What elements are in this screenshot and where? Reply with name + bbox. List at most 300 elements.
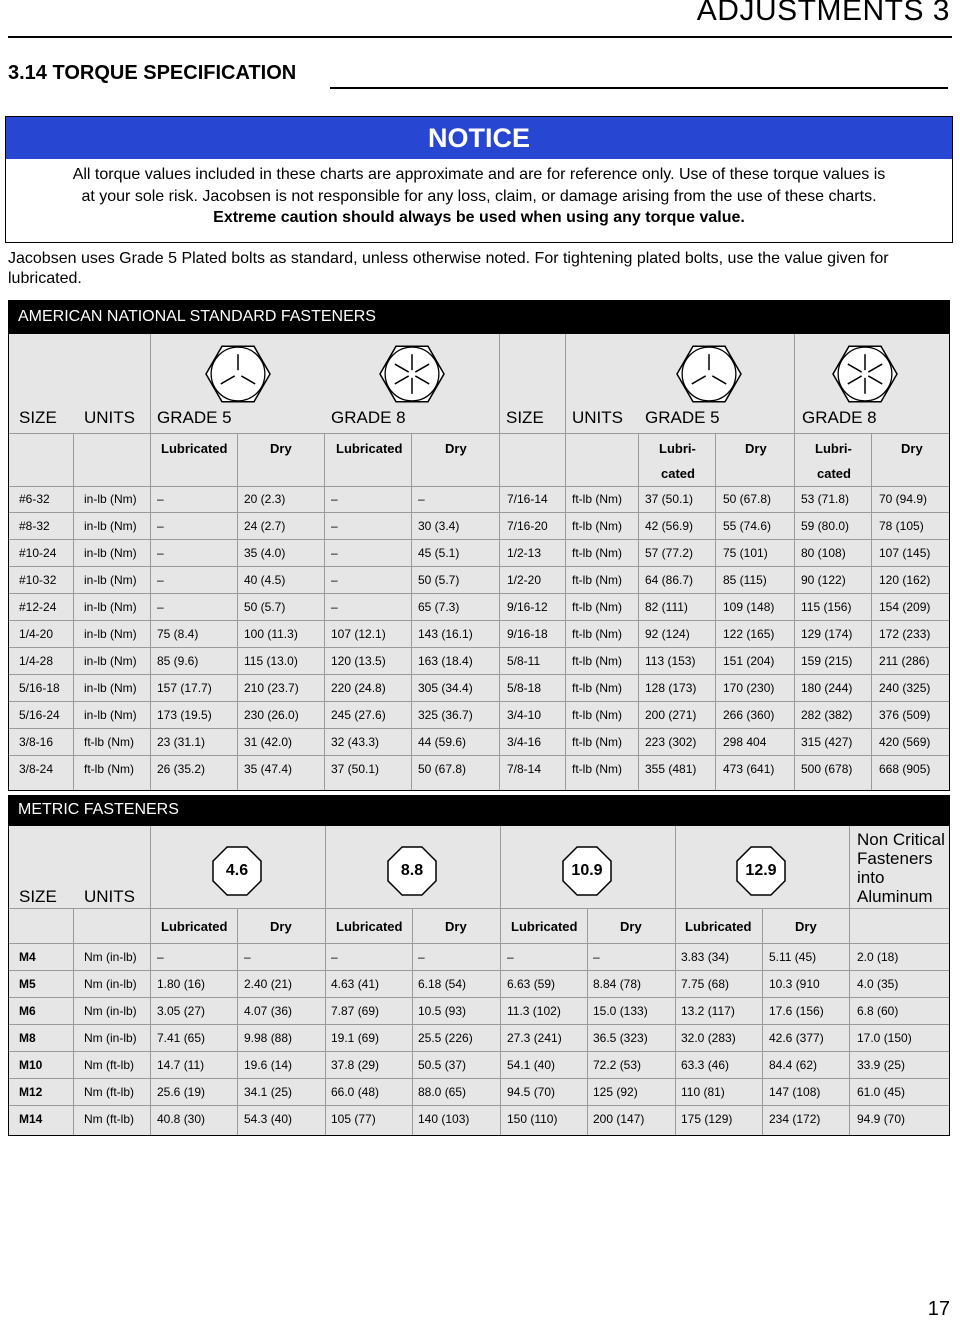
row-divider [9,755,949,756]
table-cell: 42 (56.9) [645,519,694,533]
table-cell: – [157,492,164,506]
row-divider [9,970,949,971]
column-header: SIZE [19,887,57,906]
table-cell: 245 (27.6) [331,708,386,722]
column-header: SIZE [19,408,57,427]
table-cell: 27.3 (241) [507,1031,562,1045]
non-critical-line: into [857,868,885,887]
table-cell: 7/16-20 [507,519,548,533]
column-subheader: Dry [620,919,642,934]
table-row [9,627,949,647]
column-header: GRADE 5 [157,408,232,427]
table-cell: 2.40 (21) [244,977,293,991]
table-cell: 24 (2.7) [244,519,286,533]
table-row [9,950,949,970]
table-cell: 80 (108) [801,546,846,560]
notice-line-3: Extreme caution should always be used when using any torque value. [213,209,745,226]
table-cell: 19.1 (69) [331,1031,380,1045]
table-cell: 1/4-20 [19,627,54,641]
table-row [9,1058,949,1078]
table-cell: 200 (271) [645,708,697,722]
table-cell: #10-32 [19,573,57,587]
table-cell: 105 (77) [331,1112,376,1126]
table-cell: in-lb (Nm) [84,627,137,641]
table-cell: 57 (77.2) [645,546,694,560]
column-subheader: Lubricated [685,919,752,934]
grade-5-bolt-icon [674,339,744,409]
column-subheader: Dry [445,919,467,934]
column-header: SIZE [506,408,544,427]
table-cell: 282 (382) [801,708,853,722]
table-cell: – [331,600,338,614]
table-cell: 4.0 (35) [857,977,899,991]
column-header: GRADE 8 [802,408,877,427]
table-cell: 25.5 (226) [418,1031,473,1045]
table-cell: 172 (233) [879,627,931,641]
table-row [9,735,949,755]
table-cell: 59 (80.0) [801,519,850,533]
column-subheader: Lubricated [511,919,578,934]
table-cell: ft-lb (Nm) [572,600,622,614]
section-rule [330,87,948,89]
table-cell: 3/4-10 [507,708,542,722]
column-subheader: cated [817,466,851,481]
grade-8-bolt-icon [377,339,447,409]
table-cell: 3/8-16 [19,735,54,749]
table-cell: 147 (108) [769,1085,821,1099]
table-cell: ft-lb (Nm) [572,735,622,749]
table-cell: in-lb (Nm) [84,546,137,560]
table-cell: – [331,519,338,533]
table-cell: 54.3 (40) [244,1112,293,1126]
table-cell: Nm (ft-lb) [84,1085,134,1099]
table-cell: Nm (ft-lb) [84,1058,134,1072]
table-cell: 25.6 (19) [157,1085,206,1099]
table-cell: 17.6 (156) [769,1004,824,1018]
table-cell: M6 [19,1004,36,1018]
table-cell: 42.6 (377) [769,1031,824,1045]
table-cell: 35 (4.0) [244,546,286,560]
table-cell: 11.3 (102) [507,1004,561,1018]
table-cell: – [157,546,164,560]
table-cell: Nm (ft-lb) [84,1112,134,1126]
column-subheader: Lubricated [161,441,228,456]
notice-text [6,164,952,229]
table-cell: 37.8 (29) [331,1058,380,1072]
metric-grade-1-badge [384,843,440,899]
table-cell: 266 (360) [723,708,775,722]
table-cell: in-lb (Nm) [84,681,137,695]
table-cell: – [593,950,600,964]
table-cell: 163 (18.4) [418,654,473,668]
table-cell: 1/2-13 [507,546,542,560]
table-cell: 211 (286) [879,654,930,668]
table-cell: 63.3 (46) [681,1058,730,1072]
table-cell: Nm (in-lb) [84,1031,137,1045]
row-divider [9,728,949,729]
row-divider [9,997,949,998]
table-cell: 72.2 (53) [593,1058,642,1072]
grade-8-bolt-icon [830,339,900,409]
table-cell: 128 (173) [645,681,697,695]
table-cell: 6.8 (60) [857,1004,899,1018]
table-cell: 30 (3.4) [418,519,460,533]
table-cell: 115 (156) [801,600,852,614]
table-cell: 50 (5.7) [244,600,286,614]
table-cell: 1/2-20 [507,573,542,587]
intro-paragraph: Jacobsen uses Grade 5 Plated bolts as standard, unless otherwise noted. For tightening plated bolts, use the value given for lubricated. [8,250,889,287]
table-cell: Nm (in-lb) [84,950,137,964]
table-cell: 7.87 (69) [331,1004,380,1018]
table-cell: 32 (43.3) [331,735,380,749]
table-cell: 305 (34.4) [418,681,473,695]
table-cell: – [157,950,164,964]
table-cell: 92 (124) [645,627,690,641]
column-subheader: Lubricated [336,919,403,934]
table-cell: 90 (122) [801,573,846,587]
table-cell: 65 (7.3) [418,600,460,614]
table-cell: M4 [19,950,36,964]
table-row [9,762,949,782]
table-cell: 23 (31.1) [157,735,206,749]
table-cell: #10-24 [19,546,57,560]
table-cell: 140 (103) [418,1112,470,1126]
column-subheader: Dry [795,919,817,934]
table-cell: 210 (23.7) [244,681,299,695]
table-row [9,546,949,566]
column-header: UNITS [572,408,623,427]
metric-grade-3-badge [733,843,789,899]
table-cell: 15.0 (133) [593,1004,648,1018]
table-cell: – [418,950,425,964]
column-subheader: Lubricated [161,919,228,934]
table-cell: ft-lb (Nm) [572,546,622,560]
notice-title: NOTICE [6,117,952,159]
table-cell: 84.4 (62) [769,1058,818,1072]
table-cell: M14 [19,1112,43,1126]
notice-box [5,116,953,243]
table-cell: ft-lb (Nm) [572,573,622,587]
table-cell: 7.41 (65) [157,1031,206,1045]
notice-line-1: All torque values included in these charts are approximate and are for reference only. Use of these torque values is [72,166,886,183]
non-critical-header [857,830,945,906]
metric-grade-1-badge-label: 8.8 [400,862,424,879]
table-cell: #8-32 [19,519,50,533]
row-divider [9,593,949,594]
table-row [9,681,949,701]
table-cell: 298 404 [723,735,767,749]
table-cell: 151 (204) [723,654,775,668]
table-cell: 500 (678) [801,762,853,776]
column-subheader: cated [661,466,695,481]
table-cell: 94.5 (70) [507,1085,556,1099]
table-cell: M10 [19,1058,43,1072]
table-cell: 17.0 (150) [857,1031,912,1045]
table-cell: 8.84 (78) [593,977,642,991]
table-cell: ft-lb (Nm) [572,519,622,533]
table-cell: 50.5 (37) [418,1058,467,1072]
row-divider [9,433,949,434]
metric-grade-2-badge [559,843,615,899]
table-cell: 7/8-14 [507,762,542,776]
table-cell: Nm (in-lb) [84,1004,137,1018]
notice-line-2: at your sole risk. Jacobsen is not responsible for any loss, claim, or damage arising from the use of these charts. [81,187,877,205]
table-cell: 3/8-24 [19,762,54,776]
table-cell: 50 (67.8) [723,492,772,506]
table-cell: 107 (145) [879,546,931,560]
table-row [9,977,949,997]
table-cell: 78 (105) [879,519,924,533]
table-cell: in-lb (Nm) [84,708,137,722]
table-cell: 50 (67.8) [418,762,467,776]
table-cell: 55 (74.6) [723,519,772,533]
table-cell: 6.63 (59) [507,977,556,991]
metric-grade-0-badge-label: 4.6 [225,862,249,879]
table-cell: ft-lb (Nm) [572,708,622,722]
row-divider [9,620,949,621]
column-header: UNITS [84,887,135,906]
table-cell: – [244,950,251,964]
table-cell: ft-lb (Nm) [84,735,134,749]
table-cell: 9/16-12 [507,600,548,614]
row-divider [9,566,949,567]
table-cell: #6-32 [19,492,50,506]
table-cell: 325 (36.7) [418,708,473,722]
table-row [9,1004,949,1024]
table-cell: – [507,950,514,964]
table-cell: – [331,950,338,964]
table-cell: 143 (16.1) [418,627,473,641]
row-divider [9,512,949,513]
table-cell: 14.7 (11) [157,1058,205,1072]
table-cell: 223 (302) [645,735,697,749]
table-cell: 5/8-18 [507,681,542,695]
table-cell: 120 (162) [879,573,931,587]
table-cell: 3.83 (34) [681,950,730,964]
row-divider [9,647,949,648]
row-divider [9,908,949,909]
metric-grade-2-badge-label: 10.9 [571,862,603,879]
metric-fasteners-table [8,825,950,1136]
table-cell: 668 (905) [879,762,931,776]
metric-grade-3-badge-label: 12.9 [745,862,777,879]
table-cell: 5/8-11 [507,654,541,668]
table-cell: 5.11 (45) [769,950,817,964]
column-header: UNITS [84,408,135,427]
table-cell: 109 (148) [723,600,775,614]
table-cell: 26 (35.2) [157,762,206,776]
table-cell: 5/16-18 [19,681,60,695]
table-cell: 159 (215) [801,654,853,668]
table-cell: 355 (481) [645,762,697,776]
table-cell: in-lb (Nm) [84,573,137,587]
table-cell: 37 (50.1) [645,492,694,506]
table-cell: – [157,600,164,614]
table-cell: – [418,492,425,506]
table-cell: 85 (115) [723,573,767,587]
table-cell: 88.0 (65) [418,1085,467,1099]
table-cell: 315 (427) [801,735,853,749]
row-divider [9,1105,949,1106]
table-cell: 110 (81) [681,1085,725,1099]
table-cell: 376 (509) [879,708,931,722]
column-header: GRADE 5 [645,408,720,427]
table-row [9,1112,949,1132]
header-rule [8,36,952,38]
table-cell: 19.6 (14) [244,1058,293,1072]
table-row [9,492,949,512]
table-cell: ft-lb (Nm) [572,627,622,641]
row-divider [9,1051,949,1052]
table-cell: 82 (111) [645,600,688,614]
table-cell: Nm (in-lb) [84,977,137,991]
non-critical-line: Aluminum [857,887,933,906]
table-cell: ft-lb (Nm) [572,654,622,668]
table-cell: 4.63 (41) [331,977,380,991]
table-cell: 1/4-28 [19,654,54,668]
table-cell: – [157,519,164,533]
table-cell: 53 (71.8) [801,492,850,506]
table-cell: 115 (13.0) [244,654,298,668]
row-divider [9,1024,949,1025]
table-cell: 7.75 (68) [681,977,730,991]
table-cell: M8 [19,1031,36,1045]
table-cell: 234 (172) [769,1112,821,1126]
table-cell: 230 (26.0) [244,708,299,722]
table-row [9,519,949,539]
table-cell: 3/4-16 [507,735,542,749]
table-cell: 170 (230) [723,681,775,695]
table-cell: 20 (2.3) [244,492,286,506]
column-subheader: Dry [270,919,292,934]
table-cell: ft-lb (Nm) [572,762,622,776]
metric-table-title: METRIC FASTENERS [8,795,950,825]
table-cell: 157 (17.7) [157,681,212,695]
table-cell: – [157,573,164,587]
american-table-title: AMERICAN NATIONAL STANDARD FASTENERS [8,300,950,333]
table-cell: ft-lb (Nm) [572,492,622,506]
table-cell: 122 (165) [723,627,775,641]
table-cell: 420 (569) [879,735,931,749]
grade-5-bolt-icon [203,339,273,409]
row-divider [9,943,949,944]
table-cell: 6.18 (54) [418,977,467,991]
table-cell: 40 (4.5) [244,573,286,587]
table-cell: 50 (5.7) [418,573,460,587]
table-cell: 40.8 (30) [157,1112,206,1126]
table-cell: 4.07 (36) [244,1004,293,1018]
table-row [9,573,949,593]
table-cell: 31 (42.0) [244,735,293,749]
metric-grade-0-badge [209,843,265,899]
row-divider [9,701,949,702]
chapter-header: ADJUSTMENTS 3 [696,0,950,27]
table-cell: – [331,546,338,560]
table-cell: M12 [19,1085,43,1099]
column-subheader: Dry [270,441,292,456]
table-cell: 120 (13.5) [331,654,386,668]
table-cell: – [331,573,338,587]
table-cell: in-lb (Nm) [84,600,137,614]
table-cell: 44 (59.6) [418,735,467,749]
table-cell: 75 (101) [723,546,768,560]
table-cell: 180 (244) [801,681,853,695]
table-cell: 200 (147) [593,1112,645,1126]
table-row [9,600,949,620]
american-fasteners-table [8,333,950,791]
table-cell: 66.0 (48) [331,1085,380,1099]
table-cell: 10.5 (93) [418,1004,467,1018]
table-cell: M5 [19,977,36,991]
table-cell: 150 (110) [507,1112,558,1126]
table-cell: #12-24 [19,600,57,614]
column-subheader: Dry [745,441,767,456]
table-cell: 37 (50.1) [331,762,380,776]
table-cell: 9.98 (88) [244,1031,293,1045]
table-cell: 240 (325) [879,681,931,695]
table-row [9,654,949,674]
table-cell: 33.9 (25) [857,1058,906,1072]
table-cell: 70 (94.9) [879,492,928,506]
table-row [9,708,949,728]
table-cell: 45 (5.1) [418,546,460,560]
table-cell: 7/16-14 [507,492,548,506]
table-cell: 64 (86.7) [645,573,694,587]
table-cell: 85 (9.6) [157,654,199,668]
table-cell: 129 (174) [801,627,853,641]
row-divider [9,674,949,675]
table-cell: 32.0 (283) [681,1031,736,1045]
table-cell: 154 (209) [879,600,931,614]
table-cell: ft-lb (Nm) [572,681,622,695]
table-cell: 1.80 (16) [157,977,206,991]
column-subheader: Lubri- [815,441,852,456]
table-cell: in-lb (Nm) [84,492,137,506]
table-cell: 36.5 (323) [593,1031,648,1045]
table-cell: 61.0 (45) [857,1085,906,1099]
table-cell: ft-lb (Nm) [84,762,134,776]
table-cell: 94.9 (70) [857,1112,906,1126]
table-cell: 175 (129) [681,1112,733,1126]
table-row [9,1031,949,1051]
table-cell: 3.05 (27) [157,1004,206,1018]
column-subheader: Dry [901,441,923,456]
table-cell: 113 (153) [645,654,696,668]
table-cell: 34.1 (25) [244,1085,293,1099]
table-cell: 220 (24.8) [331,681,386,695]
column-subheader: Lubri- [659,441,696,456]
table-row [9,1085,949,1105]
section-title: 3.14 TORQUE SPECIFICATION [8,62,297,84]
row-divider [9,486,949,487]
table-cell: 75 (8.4) [157,627,199,641]
table-cell: 5/16-24 [19,708,60,722]
column-header: GRADE 8 [331,408,406,427]
non-critical-line: Non Critical [857,830,945,849]
table-cell: 9/16-18 [507,627,548,641]
table-cell: in-lb (Nm) [84,519,137,533]
table-cell: – [331,492,338,506]
table-cell: 473 (641) [723,762,775,776]
column-subheader: Lubricated [336,441,403,456]
row-divider [9,1078,949,1079]
table-cell: 54.1 (40) [507,1058,556,1072]
non-critical-line: Fasteners [857,849,933,868]
table-cell: 125 (92) [593,1085,638,1099]
table-cell: 13.2 (117) [681,1004,735,1018]
table-cell: 100 (11.3) [244,627,298,641]
column-subheader: Dry [445,441,467,456]
